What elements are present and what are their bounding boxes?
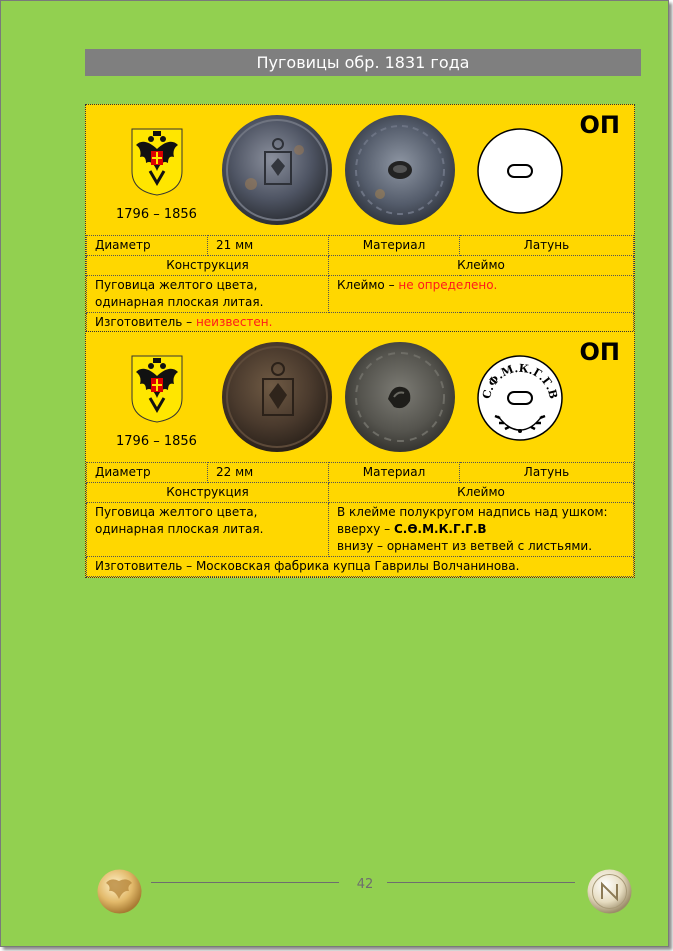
mark-header: Клеймо (329, 256, 634, 276)
footer-rule-right (387, 882, 575, 883)
mark-line-2 (337, 521, 625, 538)
button-back-photo (344, 341, 456, 453)
diameter-value: 21 мм (208, 236, 329, 256)
mark-header: Клеймо (329, 483, 634, 503)
coat-of-arms-icon (130, 127, 184, 197)
card-images (86, 105, 634, 235)
button-front-photo (221, 114, 333, 226)
button-mark-diagram (476, 127, 564, 215)
mark-prefix: Клеймо – (337, 278, 399, 292)
monogram-button-icon (587, 869, 632, 914)
construction-header: Конструкция (87, 256, 329, 276)
button-card-2 (85, 331, 635, 578)
code-label: ОП (579, 338, 620, 366)
mark-line-2-prefix: вверху – (337, 522, 394, 536)
construction-text: Пуговица желтого цвета, одинарная плоская литая. (87, 503, 329, 557)
years-label: 1796 – 1856 (116, 434, 197, 449)
button-card-1 (85, 104, 635, 334)
card-images (86, 332, 634, 462)
maker-prefix: Изготовитель – (95, 315, 196, 329)
material-label: Материал (329, 236, 460, 256)
material-value: Латунь (460, 236, 634, 256)
diagram-inscription: С.Ф.М.К.Г.Г.В (480, 361, 560, 401)
page-number: 42 (356, 877, 374, 892)
years-label: 1796 – 1856 (116, 207, 197, 222)
details-table (86, 235, 634, 333)
page-title: Пуговицы обр. 1831 года (85, 49, 641, 76)
maker-text (87, 313, 634, 333)
coat-of-arms-icon (130, 354, 184, 424)
button-mark-diagram (476, 354, 564, 442)
diameter-label: Диаметр (87, 463, 208, 483)
button-back-photo (344, 114, 456, 226)
footer-rule-left (151, 882, 339, 883)
mark-line-1: В клейме полукругом надпись над ушком: (337, 505, 608, 519)
diameter-value: 22 мм (208, 463, 329, 483)
construction-header: Конструкция (87, 483, 329, 503)
construction-text: Пуговица желтого цвета, одинарная плоская литая. (87, 276, 329, 313)
mark-text (329, 276, 634, 313)
eagle-button-icon (97, 869, 142, 914)
mark-text (329, 503, 634, 557)
material-value: Латунь (460, 463, 634, 483)
mark-value: не определено. (398, 278, 498, 292)
material-label: Материал (329, 463, 460, 483)
code-label: ОП (579, 111, 620, 139)
maker-value: неизвестен. (195, 315, 273, 329)
details-table (86, 462, 634, 577)
button-front-photo (221, 341, 333, 453)
maker-text: Изготовитель – Московская фабрика купца Гаврилы Волчанинова. (87, 557, 634, 577)
mark-inscription: С.Ѳ.М.К.Г.Г.В (393, 522, 487, 536)
mark-line-3: внизу – орнамент из ветвей с листьями. (337, 539, 593, 553)
diameter-label: Диаметр (87, 236, 208, 256)
